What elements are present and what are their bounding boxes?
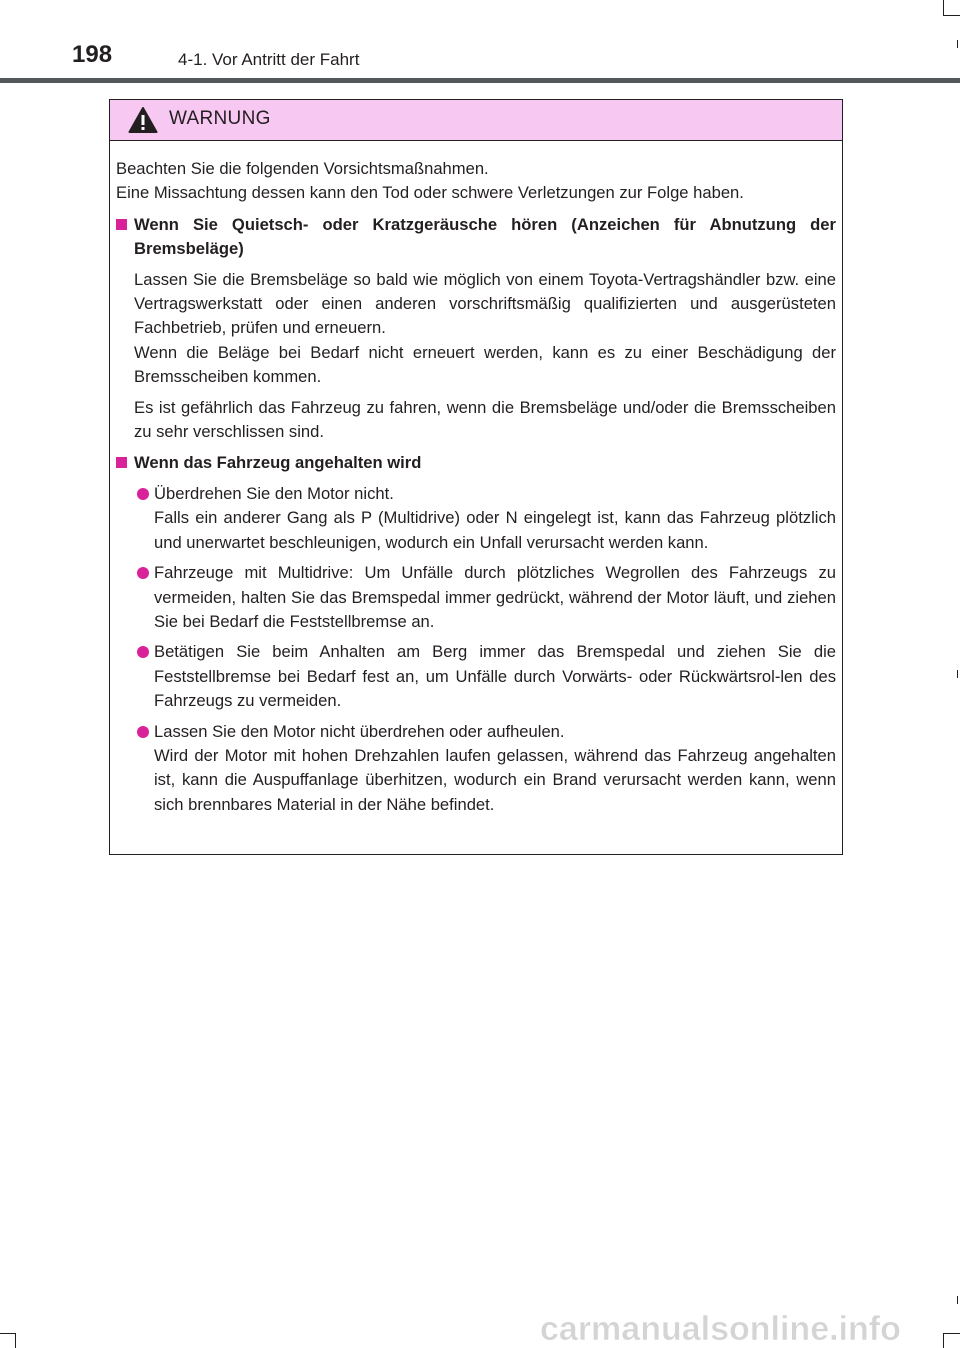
intro-line: Eine Missachtung dessen kann den Tod oder schwere Verletzungen zur Folge haben.	[116, 183, 744, 203]
list-item-text: Betätigen Sie beim Anhalten am Berg immer das Bremspedal und ziehen Sie die Feststellbremse bei Bedarf fest an, um Unfälle durch Vorwärts- oder Rückwärtsrol-len des Fahrzeugs zu vermeiden.	[154, 642, 836, 711]
warning-title: WARNUNG	[169, 108, 271, 129]
list-item-text: Falls ein anderer Gang als P (Multidrive) oder N eingelegt ist, kann das Fahrzeug plötzlich und unerwartet beschleunigen, wodurch ein Unfall verursacht werden kann.	[154, 508, 836, 552]
list-item	[116, 720, 836, 818]
list-item-text: Lassen Sie den Motor nicht überdrehen oder aufheulen.	[154, 721, 565, 741]
intro-line: Beachten Sie die folgenden Vorsichtsmaßnahmen.	[116, 159, 489, 178]
list-item	[116, 640, 836, 713]
round-bullet-icon	[137, 488, 149, 500]
list-item-text: Überdrehen Sie den Motor nicht.	[154, 483, 394, 503]
square-bullet-icon	[116, 219, 127, 230]
watermark	[538, 1306, 958, 1346]
round-bullet-icon	[137, 646, 149, 658]
section-heading-text: Wenn Sie Quietsch- oder Kratzgeräusche hören (Anzeichen für Abnutzung der Bremsbeläge)	[134, 214, 836, 259]
section-brake-pads	[116, 213, 836, 445]
section-title: 4-1. Vor Antritt der Fahrt	[178, 50, 360, 69]
round-bullet-icon	[137, 726, 149, 738]
paragraph: Es ist gefährlich das Fahrzeug zu fahren, wenn die Bremsbeläge und/oder die Bremsscheiben zu sehr verschlissen sind.	[134, 397, 836, 442]
warning-header	[110, 100, 842, 141]
list-item-text: Wird der Motor mit hohen Drehzahlen laufen gelassen, während das Fahrzeug angehalten ist, kann die Auspuffanlage überhitzen, wodurch ein Brand verursacht werden kann, wenn sich brennbares Material in der Nähe befindet.	[154, 745, 836, 814]
list-item	[116, 561, 836, 634]
warning-body	[110, 141, 842, 817]
warning-intro	[116, 157, 836, 206]
list-item-text: Fahrzeuge mit Multidrive: Um Unfälle durch plötzliches Wegrollen des Fahrzeugs zu vermeiden, halten Sie das Bremspedal immer gedrückt, während der Motor läuft, und ziehen Sie bei Bedarf die Feststellbremse an.	[154, 563, 836, 631]
crop-mark	[957, 1296, 958, 1304]
svg-text:carmanualsonline.info: carmanualsonline.info	[540, 1310, 901, 1346]
crop-mark	[957, 40, 958, 48]
section-heading-text: Wenn das Fahrzeug angehalten wird	[134, 453, 422, 473]
section-heading	[116, 451, 836, 475]
page-number: 198	[72, 41, 113, 68]
paragraph: Lassen Sie die Bremsbeläge so bald wie möglich von einem Toyota-Vertragshändler bzw. eine Vertragswerkstatt oder einen anderen vorschriftsmäßig qualifizierten und ausgerüsteten Fachbetrieb, prüfen und erneuern.	[134, 269, 836, 338]
bullet-list	[116, 482, 836, 817]
crop-mark	[943, 0, 944, 16]
crop-mark	[15, 1333, 16, 1348]
list-item	[116, 482, 836, 555]
section-vehicle-stopped	[116, 451, 836, 817]
crop-mark	[0, 1333, 16, 1334]
crop-mark	[957, 670, 958, 678]
crop-mark	[944, 15, 960, 16]
square-bullet-icon	[116, 457, 127, 468]
warning-box	[109, 99, 843, 855]
warning-triangle-icon	[128, 106, 158, 134]
section-heading	[116, 213, 836, 262]
paragraph: Wenn die Beläge bei Bedarf nicht erneuert werden, kann es zu einer Beschädigung der Bremsscheiben kommen.	[134, 342, 836, 387]
header-rule	[0, 78, 960, 83]
round-bullet-icon	[137, 567, 149, 579]
